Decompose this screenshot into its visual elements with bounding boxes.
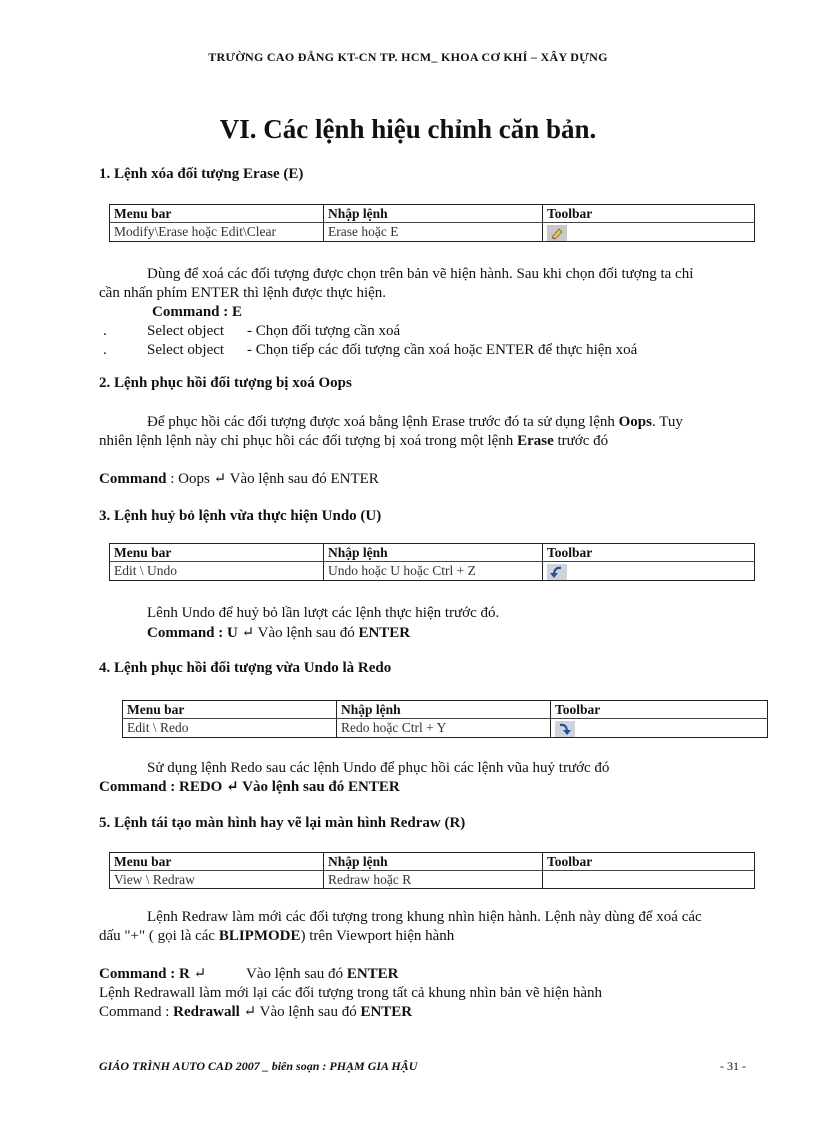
undo-menu-path: Edit \ Undo — [110, 562, 324, 581]
oops-desc-line2: nhiên lệnh lệnh này chỉ phục hồi các đối tượng bị xoá trong một lệnh Erase trước đó — [99, 433, 609, 449]
redo-command: Command : REDO ↵ Vào lệnh sau đó ENTER — [99, 779, 400, 795]
redraw-command-table — [109, 852, 755, 889]
redraw-toolbar-cell — [543, 871, 755, 889]
erase-desc-line2: cần nhấn phím ENTER thì lệnh được thực hiện. — [99, 285, 387, 301]
col-menu-bar: Menu bar — [110, 853, 324, 871]
erase-command-table — [109, 204, 755, 242]
col-toolbar: Toolbar — [543, 853, 755, 871]
page-number: - 31 - — [720, 1059, 746, 1073]
undo-toolbar-cell — [543, 562, 755, 581]
bullet: . — [103, 342, 107, 358]
col-menu-bar: Menu bar — [123, 701, 337, 719]
section-5-heading: 5. Lệnh tái tạo màn hình hay vẽ lại màn hình Redraw (R) — [99, 815, 466, 831]
erase-input: Erase hoặc E — [324, 223, 543, 242]
section-1-heading: 1. Lệnh xóa đối tượng Erase (E) — [99, 166, 304, 182]
redraw-command: Command : R ↵ — [99, 966, 207, 982]
step2-label: Select object — [147, 342, 225, 358]
col-menu-bar: Menu bar — [110, 544, 324, 562]
erase-menu-path: Modify\Erase hoặc Edit\Clear — [110, 223, 324, 242]
redrawall-desc: Lệnh Redrawall làm mới lại các đối tượng trong tất cả khung nhìn bản vẽ hiện hành — [99, 985, 603, 1001]
redo-desc: Sử dụng lệnh Redo sau các lệnh Undo để phục hồi các lệnh vũa huỷ trước đó — [147, 760, 610, 776]
section-2-heading: 2. Lệnh phục hồi đối tượng bị xoá Oops — [99, 375, 352, 391]
erase-toolbar-cell — [543, 223, 755, 242]
redraw-input: Redraw hoặc R — [324, 871, 543, 889]
undo-command: Command : U ↵ Vào lệnh sau đó ENTER — [147, 625, 411, 641]
col-menu-bar: Menu bar — [110, 205, 324, 223]
redo-menu-path: Edit \ Redo — [123, 719, 337, 738]
redo-icon — [555, 721, 575, 737]
undo-icon — [547, 564, 567, 580]
col-input: Nhập lệnh — [324, 544, 543, 562]
section-4-heading: 4. Lệnh phục hồi đối tượng vừa Undo là Redo — [99, 660, 392, 676]
col-toolbar: Toolbar — [543, 544, 755, 562]
eraser-icon — [547, 225, 567, 241]
redrawall-command: Command : Redrawall ↵ Vào lệnh sau đó ENTER — [99, 1004, 413, 1020]
redraw-desc-line2: dấu "+" ( gọi là các BLIPMODE) trên Viewport hiện hành — [99, 928, 455, 944]
section-3-heading: 3. Lệnh huỷ bỏ lệnh vừa thực hiện Undo (U) — [99, 508, 382, 524]
page-title: VI. Các lệnh hiệu chỉnh căn bản. — [219, 114, 597, 144]
step1-label: Select object — [147, 323, 225, 339]
footer-title: GIÁO TRÌNH AUTO CAD 2007 _ biên soạn : PHẠM GIA HẬU — [99, 1059, 418, 1073]
oops-desc-line1: Để phục hồi các đối tượng được xoá bằng lệnh Erase trước đó ta sử dụng lệnh Oops. Tuy — [147, 414, 683, 430]
step2-text: - Chọn tiếp các đối tượng cần xoá hoặc ENTER để thực hiện xoá — [247, 342, 638, 358]
oops-command: Command : Oops ↵ Vào lệnh sau đó ENTER — [99, 471, 379, 487]
undo-command-table — [109, 543, 755, 581]
redo-toolbar-cell — [551, 719, 768, 738]
col-input: Nhập lệnh — [324, 205, 543, 223]
redraw-menu-path: View \ Redraw — [110, 871, 324, 889]
col-input: Nhập lệnh — [337, 701, 551, 719]
erase-command: Command : E — [152, 304, 243, 320]
redo-command-table — [122, 700, 768, 738]
page-header: TRƯỜNG CAO ĐẲNG KT-CN TP. HCM_ KHOA CƠ KHÍ – XÂY DỰNG — [208, 50, 608, 64]
undo-input: Undo hoặc U hoặc Ctrl + Z — [324, 562, 543, 581]
redraw-desc-line1: Lệnh Redraw làm mới các đối tượng trong khung nhìn hiện hành. Lệnh này dùng để xoá các — [147, 909, 702, 925]
bullet: . — [103, 323, 107, 339]
erase-desc-line1: Dùng để xoá các đối tượng được chọn trên bản vẽ hiện hành. Sau khi chọn đối tượng ta chỉ — [147, 266, 694, 282]
redo-input: Redo hoặc Ctrl + Y — [337, 719, 551, 738]
step1-text: - Chọn đối tượng cần xoá — [247, 323, 401, 339]
col-input: Nhập lệnh — [324, 853, 543, 871]
undo-desc: Lênh Undo để huỷ bỏ lần lượt các lệnh thực hiện trước đó. — [147, 605, 500, 621]
col-toolbar: Toolbar — [551, 701, 768, 719]
redraw-command-note: Vào lệnh sau đó ENTER — [246, 966, 399, 982]
col-toolbar: Toolbar — [543, 205, 755, 223]
